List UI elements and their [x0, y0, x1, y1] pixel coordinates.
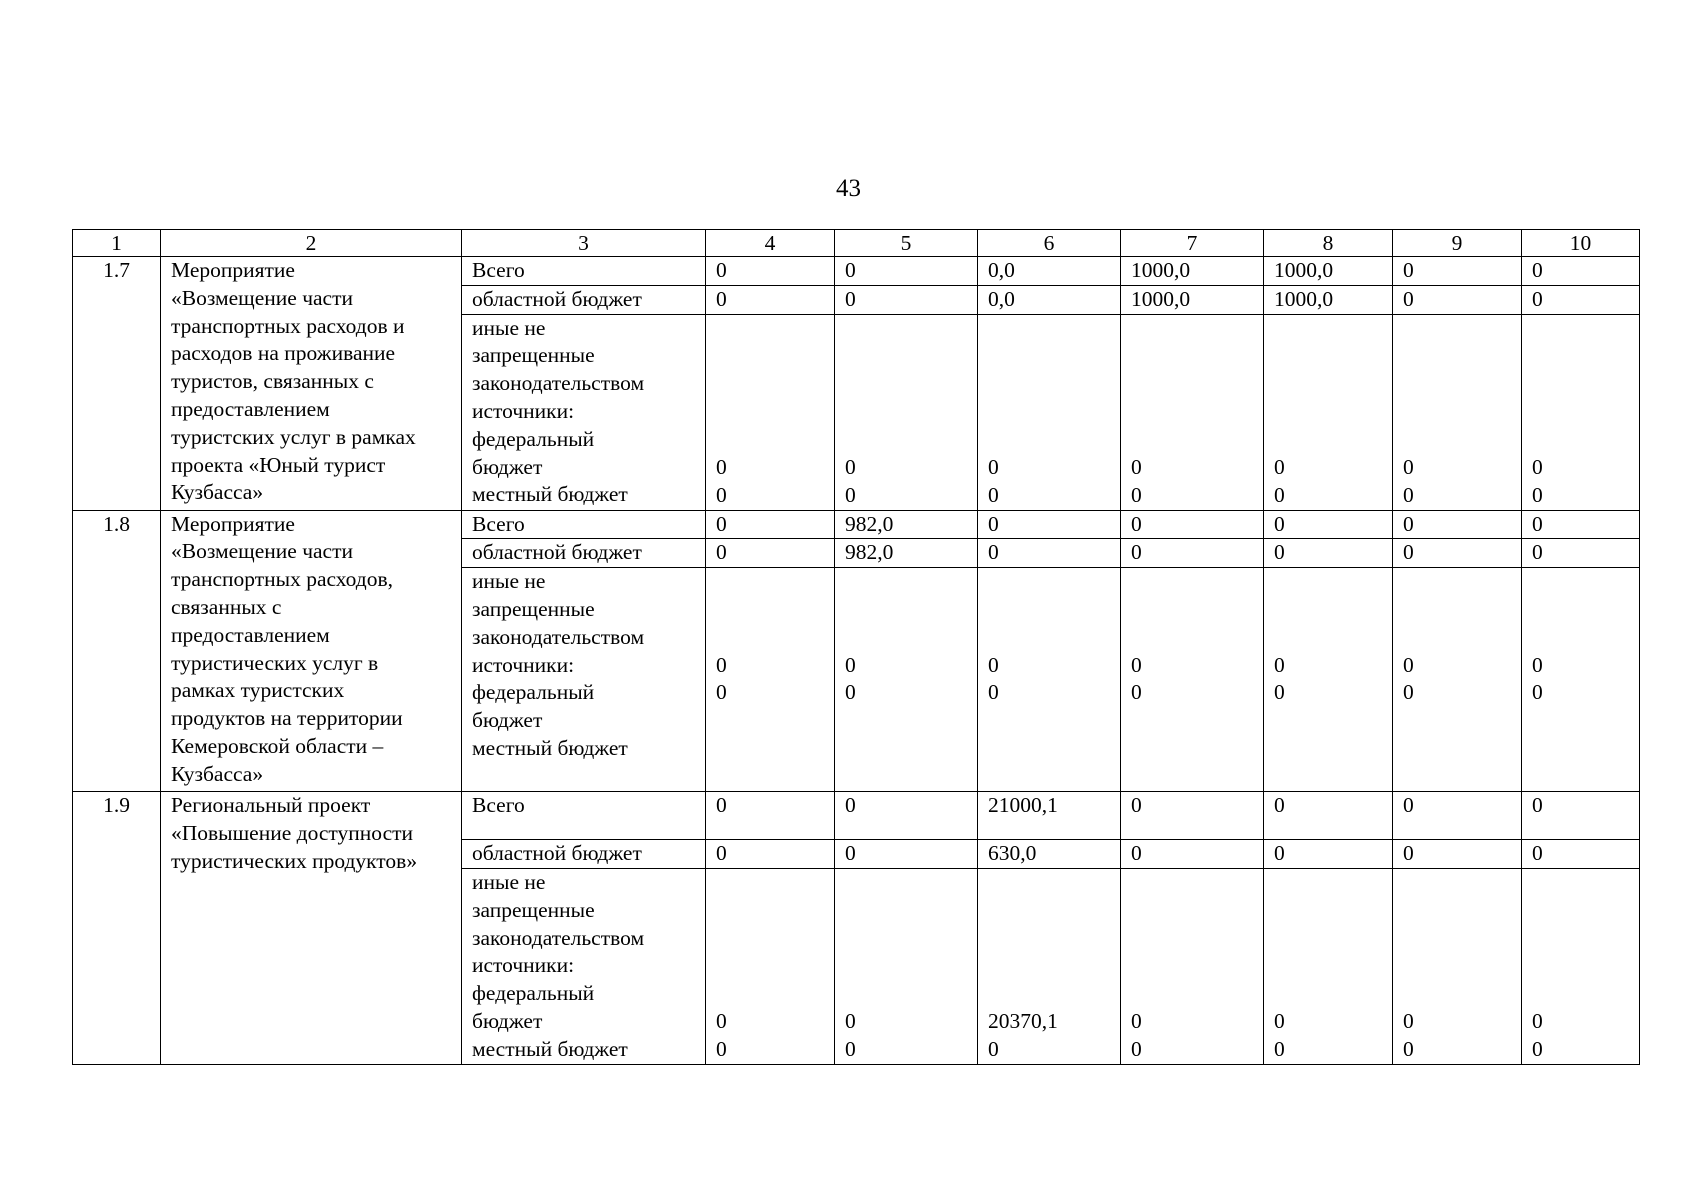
funding-source: областной бюджет: [462, 285, 706, 314]
value-cell: 0 0: [835, 868, 978, 1064]
value-cell: 0 0: [835, 314, 978, 510]
row-title: Мероприятие «Возмещение части транспортных расходов и расходов на проживание туристов, связанных с предоставлением туристских услуг в рамках проекта «Юный турист Кузбасса»: [161, 257, 462, 511]
funding-source: иные не запрещенные законодательством источники: федеральный бюджет местный бюджет: [462, 868, 706, 1064]
table-row: [73, 510, 1640, 539]
funding-source: областной бюджет: [462, 539, 706, 568]
column-header: 3: [462, 230, 706, 257]
value-cell: 0: [1522, 257, 1640, 286]
value-cell: 0: [1393, 539, 1522, 568]
header-row: [73, 230, 1640, 257]
row-number: 1.7: [73, 257, 161, 511]
value-cell: 0: [1393, 257, 1522, 286]
row-number: 1.8: [73, 510, 161, 792]
value-cell: 0: [978, 539, 1121, 568]
value-cell: 0 0: [978, 314, 1121, 510]
value-cell: 0 0: [978, 568, 1121, 792]
value-cell: 0: [1121, 539, 1264, 568]
value-cell: 0: [706, 539, 835, 568]
value-cell: 0: [978, 510, 1121, 539]
value-cell: 0: [1522, 792, 1640, 840]
value-cell: 0: [1264, 510, 1393, 539]
value-cell: 982,0: [835, 510, 978, 539]
value-cell: 0 0: [1522, 568, 1640, 792]
value-cell: 0: [1393, 840, 1522, 869]
value-cell: 0: [1522, 840, 1640, 869]
value-cell: 982,0: [835, 539, 978, 568]
page-number: 43: [836, 175, 861, 202]
value-cell: 0: [835, 285, 978, 314]
value-cell: 0 0: [1522, 868, 1640, 1064]
value-cell: 0,0: [978, 257, 1121, 286]
funding-source: иные не запрещенные законодательством источники: федеральный бюджет местный бюджет: [462, 314, 706, 510]
funding-source: иные не запрещенные законодательством источники: федеральный бюджет местный бюджет: [462, 568, 706, 792]
value-cell: 0: [1264, 539, 1393, 568]
value-cell: 0: [1393, 285, 1522, 314]
funding-source: областной бюджет: [462, 840, 706, 869]
value-cell: 0,0: [978, 285, 1121, 314]
value-cell: 0 0: [1264, 868, 1393, 1064]
value-cell: 0 0: [1393, 568, 1522, 792]
value-cell: 0: [706, 510, 835, 539]
table-row: [73, 792, 1640, 840]
value-cell: 0 0: [1393, 868, 1522, 1064]
value-cell: 0: [1522, 510, 1640, 539]
funding-source: Всего: [462, 792, 706, 840]
value-cell: 0 0: [1264, 314, 1393, 510]
value-cell: 0 0: [706, 314, 835, 510]
value-cell: 0 0: [1264, 568, 1393, 792]
value-cell: 0: [1393, 792, 1522, 840]
column-header: 5: [835, 230, 978, 257]
value-cell: 0: [706, 257, 835, 286]
value-cell: 0 0: [706, 868, 835, 1064]
value-cell: 0 0: [1121, 868, 1264, 1064]
value-cell: 1000,0: [1264, 257, 1393, 286]
value-cell: 1000,0: [1121, 257, 1264, 286]
value-cell: 0: [706, 840, 835, 869]
value-cell: 0 0: [835, 568, 978, 792]
column-header: 8: [1264, 230, 1393, 257]
value-cell: 0: [706, 792, 835, 840]
column-header: 10: [1522, 230, 1640, 257]
row-title: Региональный проект «Повышение доступности туристических продуктов»: [161, 792, 462, 1065]
value-cell: 1000,0: [1121, 285, 1264, 314]
value-cell: 21000,1: [978, 792, 1121, 840]
value-cell: 0 0: [1121, 568, 1264, 792]
value-cell: 0 0: [1121, 314, 1264, 510]
value-cell: 0: [1522, 539, 1640, 568]
value-cell: 0: [1264, 792, 1393, 840]
funding-source: Всего: [462, 510, 706, 539]
value-cell: 1000,0: [1264, 285, 1393, 314]
value-cell: 0: [835, 257, 978, 286]
value-cell: 0: [1264, 840, 1393, 869]
column-header: 6: [978, 230, 1121, 257]
funding-source: Всего: [462, 257, 706, 286]
value-cell: 0: [835, 840, 978, 869]
row-title: Мероприятие «Возмещение части транспортных расходов, связанных с предоставлением туристических услуг в рамках туристских продуктов на территории Кемеровской области – Кузбасса»: [161, 510, 462, 792]
value-cell: 0 0: [706, 568, 835, 792]
column-header: 1: [73, 230, 161, 257]
value-cell: 0: [835, 792, 978, 840]
column-header: 4: [706, 230, 835, 257]
value-cell: 0: [706, 285, 835, 314]
column-header: 2: [161, 230, 462, 257]
value-cell: 20370,1 0: [978, 868, 1121, 1064]
value-cell: 0 0: [1522, 314, 1640, 510]
budget-table: [72, 229, 1640, 1065]
value-cell: 0: [1121, 840, 1264, 869]
value-cell: 630,0: [978, 840, 1121, 869]
row-number: 1.9: [73, 792, 161, 1065]
column-header: 9: [1393, 230, 1522, 257]
value-cell: 0: [1522, 285, 1640, 314]
value-cell: 0 0: [1393, 314, 1522, 510]
value-cell: 0: [1393, 510, 1522, 539]
table-row: [73, 257, 1640, 286]
column-header: 7: [1121, 230, 1264, 257]
value-cell: 0: [1121, 792, 1264, 840]
value-cell: 0: [1121, 510, 1264, 539]
